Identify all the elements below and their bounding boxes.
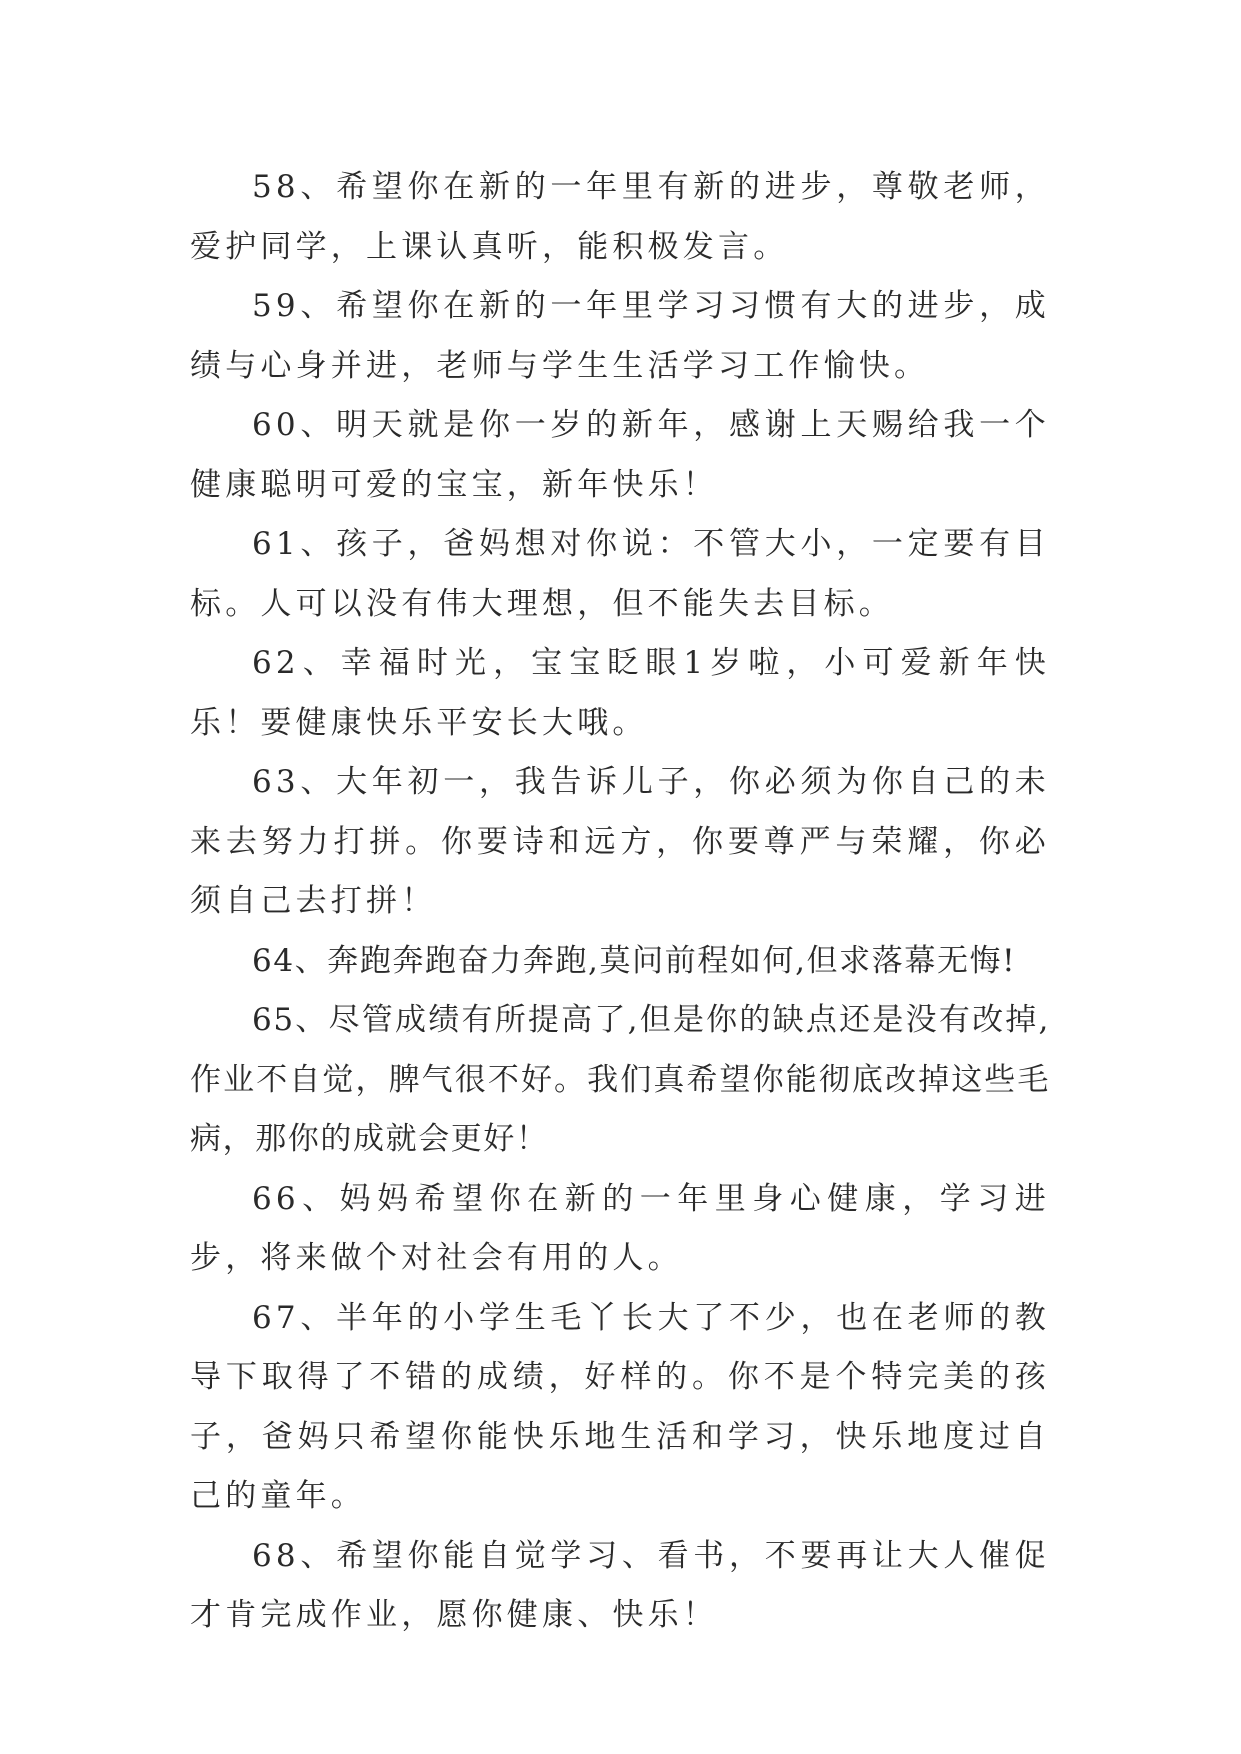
paragraph-68: 68、希望你能自觉学习、看书，不要再让大人催促才肯完成作业，愿你健康、快乐！ [190, 1537, 1050, 1633]
paragraph-67: 67、半年的小学生毛丫长大了不少，也在老师的教导下取得了不错的成绩，好样的。你不是个特完美的孩子，爸妈只希望你能快乐地生活和学习，快乐地度过自己的童年。 [190, 1299, 1050, 1514]
paragraph-64: 64、奔跑奔跑奋力奔跑,莫问前程如何,但求落幕无悔! [252, 942, 1017, 979]
paragraph-59: 59、希望你在新的一年里学习习惯有大的进步，成绩与心身并进，老师与学生生活学习工作愉快。 [190, 288, 1050, 384]
paragraph-60: 60、明天就是你一岁的新年，感谢上天赐给我一个健康聪明可爱的宝宝，新年快乐！ [190, 407, 1050, 503]
document-body [190, 158, 1050, 1646]
paragraph-58: 58、希望你在新的一年里有新的进步，尊敬老师，爱护同学，上课认真听，能积极发言。 [190, 169, 1050, 265]
paragraph-61: 61、孩子，爸妈想对你说：不管大小，一定要有目标。人可以没有伟大理想，但不能失去目标。 [190, 526, 1050, 622]
paragraph-63: 63、大年初一，我告诉儿子，你必须为你自己的未来去努力打拼。你要诗和远方，你要尊严与荣耀，你必须自己去打拼！ [190, 764, 1050, 919]
paragraph-62: 62、幸福时光，宝宝眨眼1岁啦，小可爱新年快乐！要健康快乐平安长大哦。 [190, 645, 1050, 741]
paragraph-65: 65、尽管成绩有所提高了,但是你的缺点还是没有改掉,作业不自觉，脾气很不好。我们真希望你能彻底改掉这些毛病，那你的成就会更好！ [190, 1002, 1050, 1157]
paragraph-66: 66、妈妈希望你在新的一年里身心健康，学习进步，将来做个对社会有用的人。 [190, 1180, 1050, 1276]
